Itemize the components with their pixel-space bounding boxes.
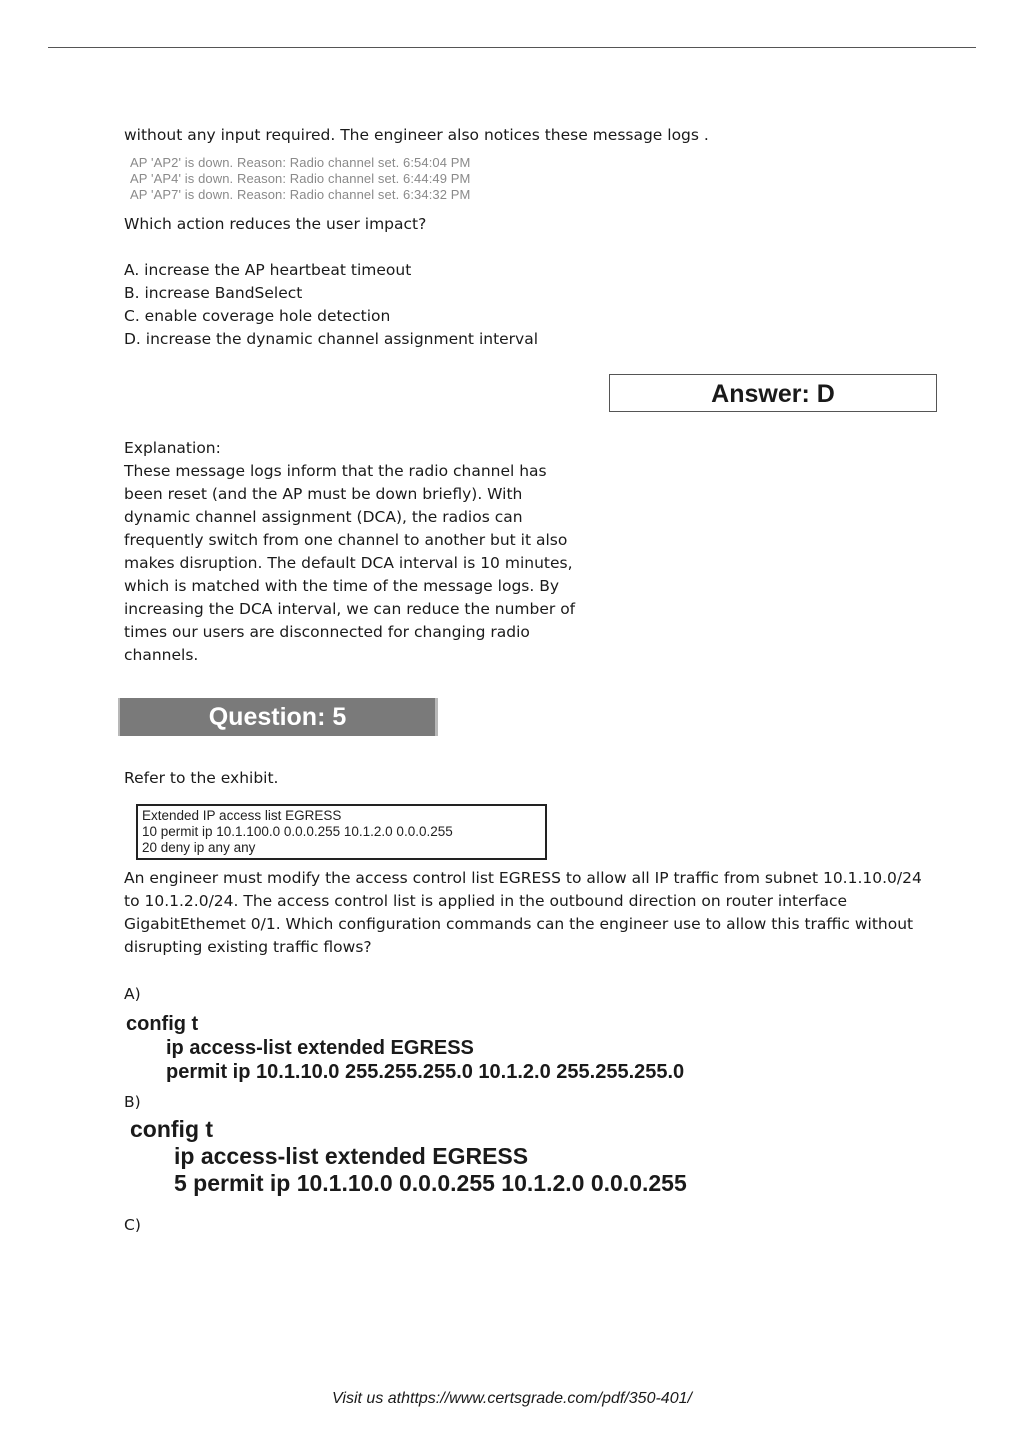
log-messages-image xyxy=(130,155,470,203)
explanation-line: frequently switch from one channel to another but it also xyxy=(124,531,568,549)
option-d: D. increase the dynamic channel assignment interval xyxy=(124,330,539,348)
exhibit-line: Extended IP access list EGRESS xyxy=(142,808,342,823)
question-5-line: An engineer must modify the access control list EGRESS to allow all IP traffic from subnet 10.1.10.0/24 xyxy=(124,869,922,887)
explanation-line: dynamic channel assignment (DCA), the radios can xyxy=(124,508,523,526)
explanation-line: makes disruption. The default DCA interval is 10 minutes, xyxy=(124,554,573,572)
intro-line: without any input required. The engineer also notices these message logs . xyxy=(124,126,709,144)
refer-text: Refer to the exhibit. xyxy=(124,769,279,787)
exhibit-line: 20 deny ip any any xyxy=(142,840,256,855)
explanation-label: Explanation: xyxy=(124,439,221,457)
exhibit-box xyxy=(136,804,547,860)
log-line: AP 'AP7' is down. Reason: Radio channel set. 6:34:32 PM xyxy=(130,187,471,202)
footer-link[interactable]: Visit us athttps://www.certsgrade.com/pdf/350-401/ xyxy=(332,1390,692,1407)
answer-box: Answer: D xyxy=(609,374,937,412)
log-line: AP 'AP4' is down. Reason: Radio channel set. 6:44:49 PM xyxy=(130,171,471,186)
explanation-line: been reset (and the AP must be down briefly). With xyxy=(124,485,523,503)
explanation xyxy=(124,437,575,667)
options-list xyxy=(124,259,538,351)
option-a: A. increase the AP heartbeat timeout xyxy=(124,261,412,279)
question-banner: Question: 5 xyxy=(118,698,438,736)
question-5-line: disrupting existing traffic flows? xyxy=(124,938,372,956)
option-c-label: C) xyxy=(124,1216,141,1234)
code-line: config t xyxy=(126,1013,199,1035)
explanation-line: which is matched with the time of the message logs. By xyxy=(124,577,560,595)
explanation-line: increasing the DCA interval, we can reduce the number of xyxy=(124,600,576,618)
option-b-label: B) xyxy=(124,1093,141,1111)
code-line: permit ip 10.1.10.0 255.255.255.0 10.1.2.0 255.255.255.0 xyxy=(166,1061,685,1083)
header-rule xyxy=(48,47,976,48)
option-a-label: A) xyxy=(124,985,141,1003)
question-5-line: to 10.1.2.0/24. The access control list is applied in the outbound direction on router interface xyxy=(124,892,848,910)
explanation-line: These message logs inform that the radio channel has xyxy=(124,462,547,480)
option-c: C. enable coverage hole detection xyxy=(124,307,391,325)
explanation-line: channels. xyxy=(124,646,199,664)
question-5-text xyxy=(124,867,922,959)
code-line: config t xyxy=(130,1116,214,1142)
option-b-code xyxy=(130,1116,687,1197)
code-line: ip access-list extended EGRESS xyxy=(174,1143,529,1169)
code-line: 5 permit ip 10.1.10.0 0.0.0.255 10.1.2.0 0.0.0.255 xyxy=(174,1170,687,1196)
option-b: B. increase BandSelect xyxy=(124,284,303,302)
code-line: ip access-list extended EGRESS xyxy=(166,1037,474,1059)
exhibit-line: 10 permit ip 10.1.100.0 0.0.0.255 10.1.2.0 0.0.0.255 xyxy=(142,824,453,839)
question-text: Which action reduces the user impact? xyxy=(124,215,427,233)
option-a-code xyxy=(126,1012,684,1084)
log-line: AP 'AP2' is down. Reason: Radio channel set. 6:54:04 PM xyxy=(130,155,471,170)
question-5-line: GigabitEthemet 0/1. Which configuration commands can the engineer use to allow this traffic without xyxy=(124,915,914,933)
explanation-line: times our users are disconnected for changing radio xyxy=(124,623,530,641)
